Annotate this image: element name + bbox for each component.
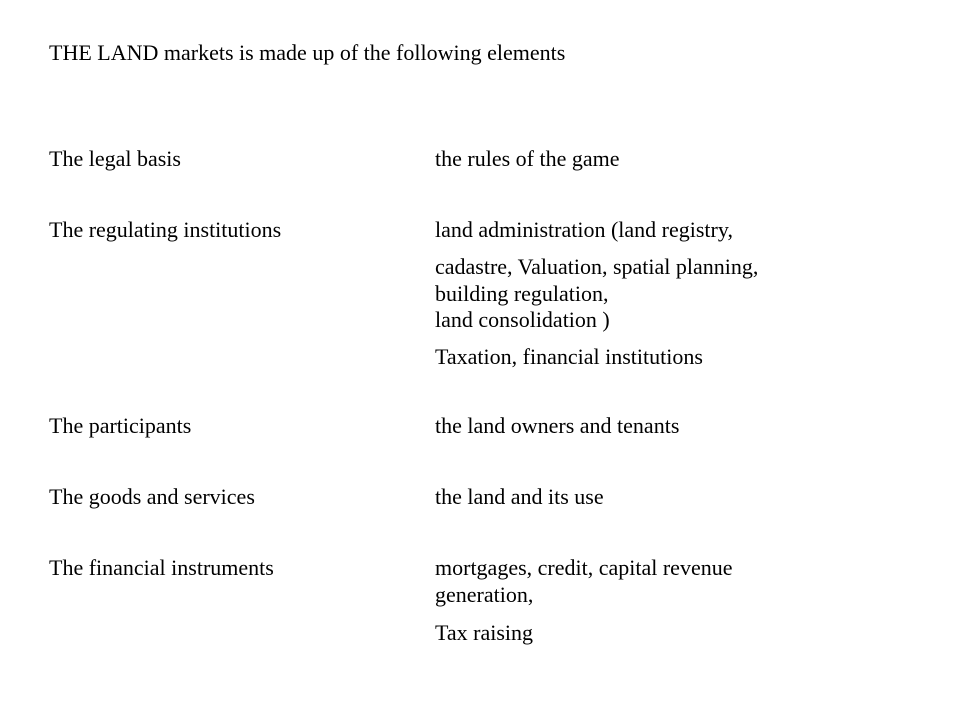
element-financial-instruments: The financial instruments — [49, 555, 274, 580]
description-goods-and-services-line-1: the land and its use — [435, 484, 604, 509]
description-financial-instruments-line-3: Tax raising — [435, 620, 534, 645]
description-regulating-institutions-line-4: land consolidation ) — [435, 307, 610, 332]
description-regulating-institutions-line-3: building regulation, — [435, 281, 609, 306]
element-legal-basis: The legal basis — [49, 146, 181, 171]
description-financial-instruments-line-2: generation, — [435, 582, 534, 607]
description-regulating-institutions-line-2: cadastre, Valuation, spatial planning, — [435, 254, 759, 279]
slide-title: THE LAND markets is made up of the following elements — [49, 40, 566, 65]
description-legal-basis-line-1: the rules of the game — [435, 146, 620, 171]
element-goods-and-services: The goods and services — [49, 484, 255, 509]
description-regulating-institutions-line-1: land administration (land registry, — [435, 217, 733, 242]
description-regulating-institutions-line-5: Taxation, financial institutions — [435, 344, 703, 369]
element-regulating-institutions: The regulating institutions — [49, 217, 282, 242]
description-financial-instruments-line-1: mortgages, credit, capital revenue — [435, 555, 733, 580]
description-participants-line-1: the land owners and tenants — [435, 413, 680, 438]
element-participants: The participants — [49, 413, 192, 438]
